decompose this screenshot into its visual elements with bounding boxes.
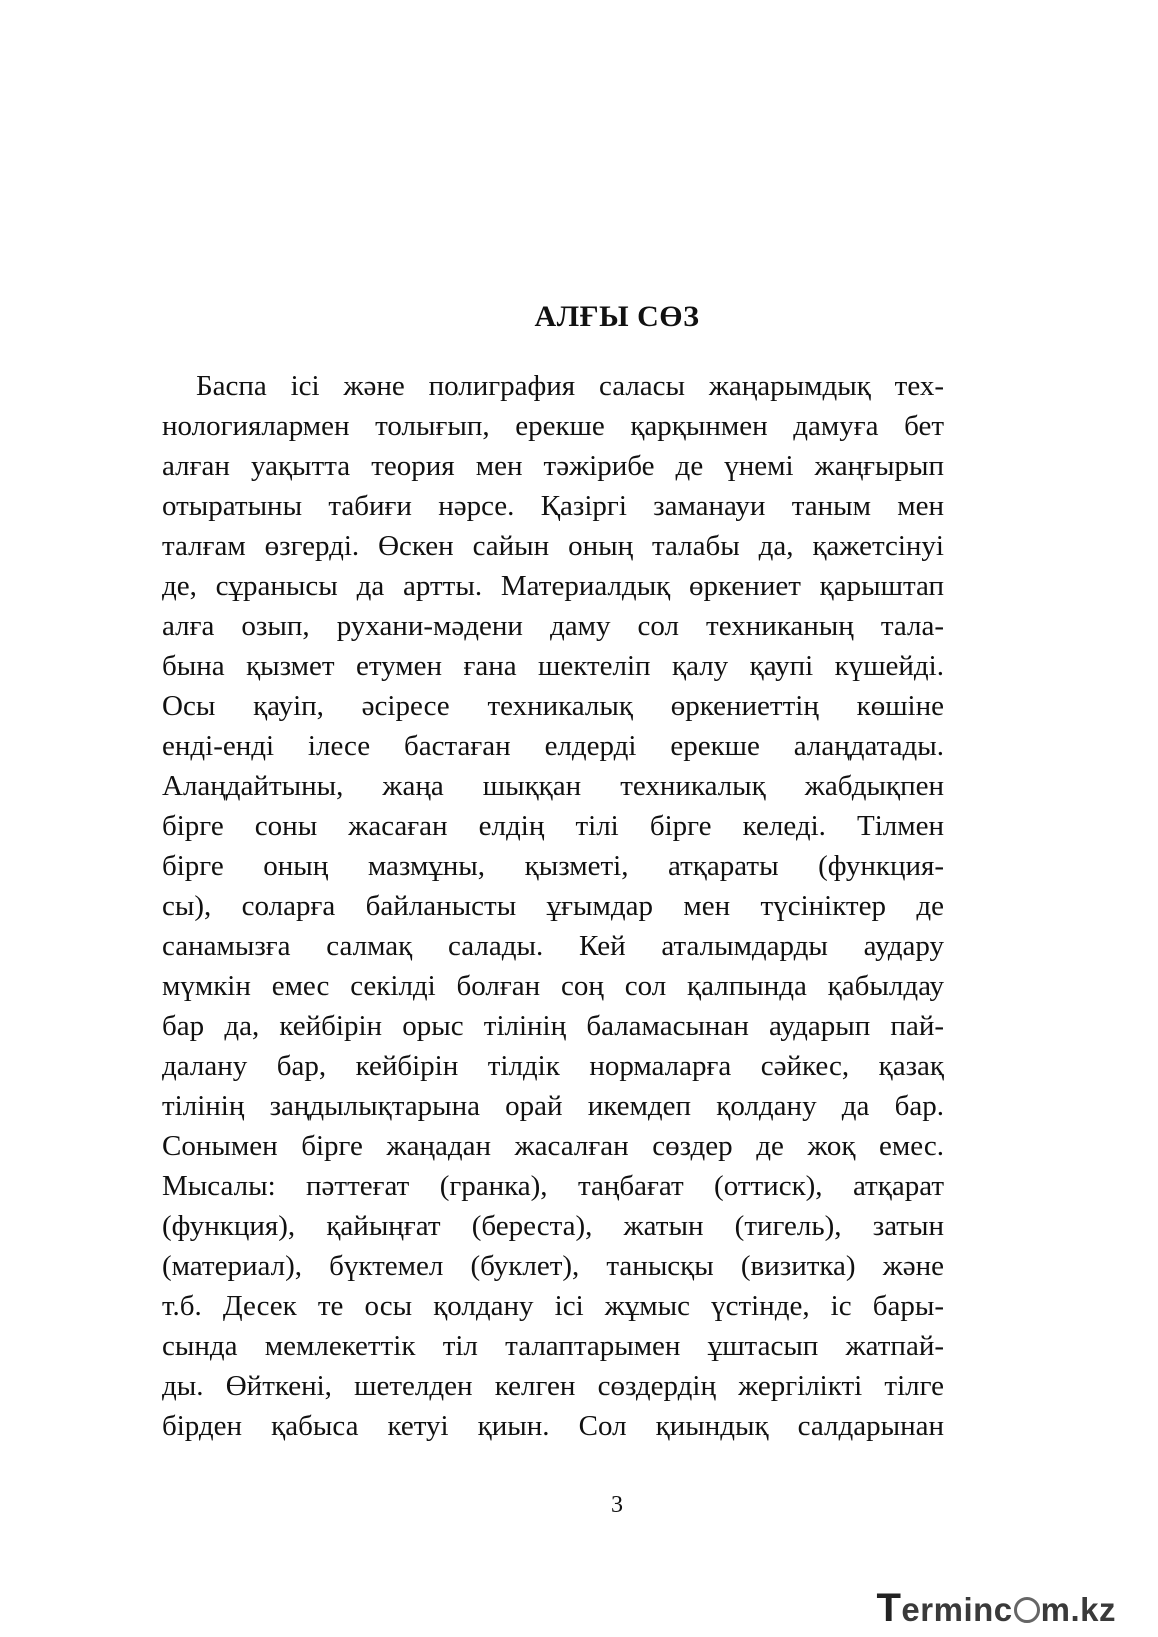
text-line: отыратыны табиғи нәрсе. Қазіргі заманауи таным мен (162, 490, 944, 522)
text-line: сында мемлекеттік тіл талаптарымен ұштасып жатпай- (162, 1330, 944, 1362)
text-line: талғам өзгерді. Өскен сайын оның талабы да, қажетсінуі (162, 530, 944, 562)
text-line: санамызға салмақ салады. Кей аталымдарды аудару (162, 930, 944, 962)
text-line: бына қызмет етумен ғана шектеліп қалу қаупі күшейді. (162, 650, 944, 682)
text-line: Алаңдайтыны, жаңа шыққан техникалық жабдықпен (162, 770, 944, 802)
text-line: Баспа ісі және полиграфия саласы жаңарымдық тех- (196, 370, 944, 402)
watermark-letter-t: T (876, 1586, 902, 1630)
text-line: енді-енді ілесе бастаған елдерді ерекше алаңдатады. (162, 730, 944, 762)
watermark-text-part1: erminc (901, 1591, 1013, 1628)
text-line: (материал), бүктемел (буклет), танысқы (визитка) және (162, 1250, 944, 1282)
text-line: Мысалы: пәттеғат (гранка), таңбағат (оттиск), атқарат (162, 1170, 944, 1202)
text-line: нологиялармен толығып, ерекше қарқынмен дамуға бет (162, 410, 944, 442)
text-line: Осы қауіп, әсіресе техникалық өркениеттің көшіне (162, 690, 944, 722)
text-line: бірге оның мазмұны, қызметі, атқараты (функция- (162, 850, 944, 882)
text-line: де, сұранысы да артты. Материалдық өркениет қарыштап (162, 570, 944, 602)
text-line: алған уақытта теория мен тәжірибе де үнемі жаңғырып (162, 450, 944, 482)
text-line: бар да, кейбірін орыс тілінің баламасынан аударып пай- (162, 1010, 944, 1042)
text-line: сы), соларға байланысты ұғымдар мен түсініктер де (162, 890, 944, 922)
site-watermark-logo (876, 1586, 1116, 1631)
text-line: бірге соны жасаған елдің тілі бірге келеді. Тілмен (162, 810, 944, 842)
text-line: (функция), қайыңғат (береста), жатын (тигель), затын (162, 1210, 944, 1242)
text-line: ды. Өйткені, шетелден келген сөздердің жергілікті тілге (162, 1370, 944, 1402)
body-paragraph (162, 366, 944, 1446)
magnifier-o-icon (1014, 1597, 1040, 1623)
text-line: тілінің заңдылықтарына орай икемдеп қолдану да бар. (162, 1090, 944, 1122)
text-line: далану бар, кейбірін тілдік нормаларға сәйкес, қазақ (162, 1050, 944, 1082)
text-line: Сонымен бірге жаңадан жасалған сөздер де жоқ емес. (162, 1130, 944, 1162)
text-line: бірден қабыса кетуі қиын. Сол қиындық салдарынан (162, 1410, 944, 1442)
text-line: алға озып, рухани-мәдени даму сол техниканың тала- (162, 610, 944, 642)
page-number: 3 (611, 1492, 623, 1518)
text-line: мүмкін емес секілді болған соң сол қалпында қабылдау (162, 970, 944, 1002)
text-line: т.б. Десек те осы қолдану ісі жұмыс үстінде, іс бары- (162, 1290, 944, 1322)
page-title: АЛҒЫ СӨЗ (534, 300, 700, 333)
watermark-text-part2: m.kz (1040, 1591, 1116, 1628)
